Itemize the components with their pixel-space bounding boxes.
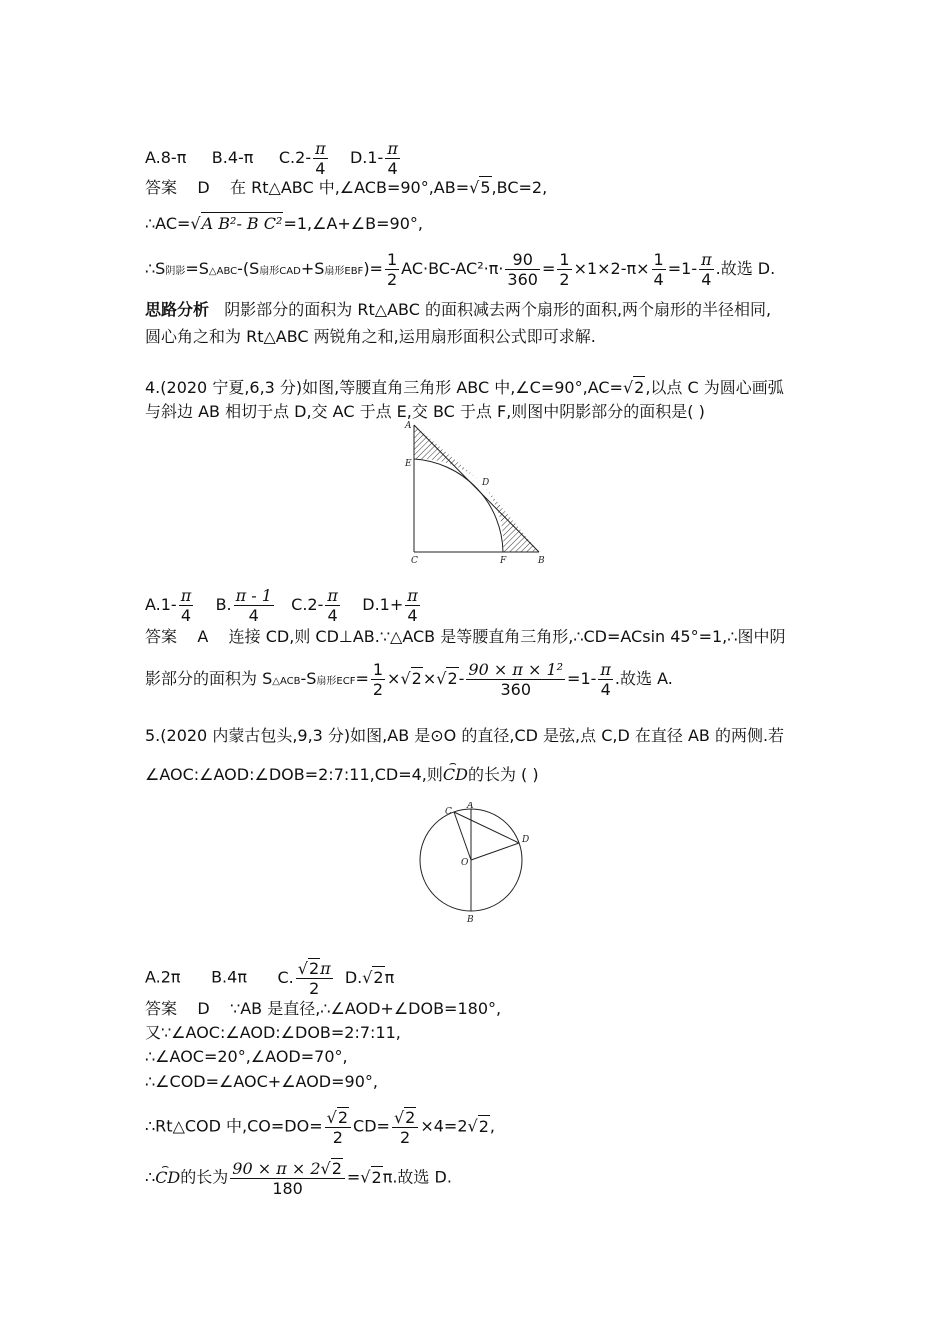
- answer-label: 答案: [145, 999, 178, 1018]
- answer-choice: D: [197, 999, 210, 1018]
- label-a: A: [467, 802, 474, 811]
- q5-answer-line3: ∴∠AOC=20°,∠AOD=70°,: [145, 1047, 348, 1066]
- q3-analysis-line1: 思路分析 阴影部分的面积为 Rt△ABC 的面积减去两个扇形的面积,两个扇形的半径相同,: [145, 300, 772, 319]
- q4-answer-line1: 答案 A 连接 CD,则 CD⊥AB.∵△ACB 是等腰直角三角形,∴CD=ACsin 45°=1,∴图中阴: [145, 627, 786, 646]
- label-b: B: [538, 556, 545, 566]
- q3-option-a: A.8-π: [145, 148, 187, 167]
- label-d: D: [522, 835, 530, 845]
- q3-answer-line1: 答案 D 在 Rt△ABC 中,∠ACB=90°,AB=√5,BC=2,: [145, 178, 548, 197]
- q3-option-c: C.2- $\frac{\pi}{4}$: [278, 139, 326, 178]
- q4-stem-line1: 4.(2020 宁夏,6,3 分)如图,等腰直角三角形 ABC 中,∠C=90°,AC=√2,以点 C 为圆心画弧: [145, 378, 784, 397]
- q5-option-a: A.2π: [145, 967, 181, 987]
- label-d: D: [482, 478, 490, 488]
- shaded-region-top: [414, 425, 480, 481]
- label-c: C: [411, 556, 418, 566]
- q5-option-b: B.4π: [211, 967, 247, 987]
- q5-option-c: C. $\frac{√2\pi}{2}$: [277, 959, 331, 998]
- q3-answer-line2: ∴AC=√A B²- B C²=1,∠A+∠B=90°,: [145, 214, 423, 233]
- q4-figure: [400, 418, 550, 568]
- q4-option-d: D.1+ $\frac{\pi}{4}$: [362, 586, 418, 625]
- q3-answer-line3: ∴S阴影=S△ABC-(S扇形CAD+S扇形EBF)= $\frac{1}{2}$ AC·BC-AC²·π· $\frac{90}{360}$ = $\frac{1}{2}$ ×1×2-π× $\frac{1}{4}$ =1- $\frac{\pi}{4}$ .故选 D.: [145, 250, 776, 289]
- q5-option-d: D.√2π: [344, 967, 395, 987]
- label-o: O: [461, 858, 469, 868]
- label-e: E: [405, 459, 412, 469]
- q4-option-a: A.1- $\frac{\pi}{4}$: [145, 586, 192, 625]
- shaded-region-bottom: [480, 481, 539, 552]
- q3-analysis-line2: 圆心角之和为 Rt△ABC 两锐角之和,运用扇形面积公式即可求解.: [145, 327, 596, 346]
- q4-option-b: B. $\frac{\pi - 1}{4}$: [215, 586, 272, 625]
- q5-answer-line6: ∴⌢ CD的长为 $\frac{90 \times \pi \times 2√2}{180}$ =√2π.故选 D.: [145, 1158, 452, 1198]
- answer-label: 答案: [145, 178, 178, 197]
- q5-answer-line2: 又∵∠AOC:∠AOD:∠DOB=2:7:11,: [145, 1023, 401, 1042]
- q4-options: [145, 586, 422, 625]
- label-b: B: [467, 915, 474, 925]
- q4-stem-line2: 与斜边 AB 相切于点 D,交 AC 于点 E,交 BC 于点 F,则图中阴影部分的面积是( ): [145, 402, 705, 421]
- answer-label: 答案: [145, 627, 178, 646]
- q5-stem-line1: 5.(2020 内蒙古包头,9,3 分)如图,AB 是⊙O 的直径,CD 是弦,点 C,D 在直径 AB 的两侧.若: [145, 726, 785, 745]
- q4-answer-line2: 影部分的面积为 S△ACB-S扇形ECF= $\frac{1}{2}$ ×√2×√2- $\frac{\text{90 × π × 1²}}{360}$ =1- $\frac{\pi}{4}$ .故选 A.: [145, 660, 673, 699]
- q5-options: [145, 958, 394, 998]
- arc-ef: [414, 459, 503, 552]
- label-c: C: [445, 807, 452, 817]
- radius-od: [471, 843, 519, 860]
- q3-options: [145, 139, 402, 178]
- answer-choice: D: [197, 178, 210, 197]
- label-f: F: [500, 556, 507, 566]
- answer-choice: A: [197, 627, 209, 646]
- q5-answer-line1: 答案 D ∵AB 是直径,∴∠AOD+∠DOB=180°,: [145, 999, 502, 1018]
- q5-figure: [415, 802, 540, 927]
- q5-answer-line5: ∴Rt△COD 中,CO=DO= $\frac{√2}{2}$ CD= $\frac{√2}{2}$ ×4=2√2,: [145, 1108, 495, 1147]
- q5-answer-line4: ∴∠COD=∠AOC+∠AOD=90°,: [145, 1072, 378, 1091]
- q4-option-c: C.2- $\frac{\pi}{4}$: [291, 586, 338, 625]
- label-a: A: [405, 421, 412, 431]
- analysis-label: 思路分析: [145, 300, 210, 319]
- q5-stem-line2: ∠AOC:∠AOD:∠DOB=2:7:11,CD=4,则⌢ CD的长为 ( ): [145, 764, 539, 786]
- q3-option-b: B.4-π: [211, 148, 254, 167]
- q3-option-d: D.1- $\frac{\pi}{4}$: [349, 139, 398, 178]
